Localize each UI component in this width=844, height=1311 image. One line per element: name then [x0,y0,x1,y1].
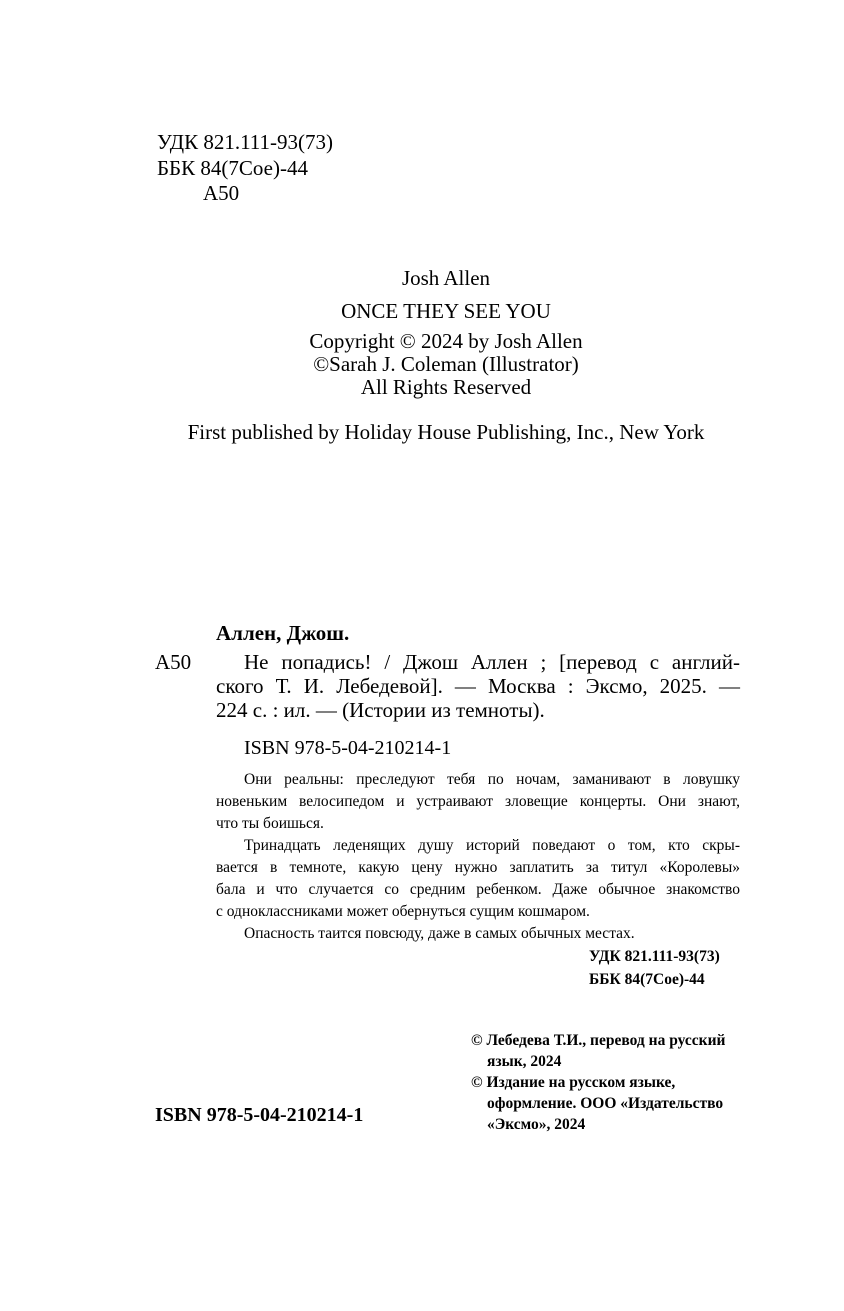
annotation-line: с одноклассниками может обернуться сущим кошмаром. [216,903,590,920]
copyright-line: Copyright © 2024 by Josh Allen [309,329,583,353]
catalog-description-line: ского Т. И. Лебедевой]. — Москва : Эксмо, 2025. — [216,674,740,698]
annotation-line: бала и что случается со средним ребенком. Даже обычное знакомство [216,881,740,898]
catalog-isbn: ISBN 978-5-04-210214-1 [244,737,452,759]
copyright-translation-line: язык, 2024 [487,1053,562,1070]
original-author: Josh Allen [401,266,491,290]
catalog-heading: Аллен, Джош. [216,621,350,645]
annotation-line: Опасность таится повсюду, даже в самых обычных местах. [244,925,635,942]
bbk-code-top: ББК 84(7Сое)-44 [157,156,308,180]
first-published-line: First published by Holiday House Publishing, Inc., New York [187,420,705,444]
author-mark-top: А50 [203,181,240,205]
copyright-edition-line: «Эксмо», 2024 [487,1116,586,1133]
bottom-isbn: ISBN 978-5-04-210214-1 [155,1104,364,1126]
copyright-edition-line: © Издание на русском языке, [471,1074,676,1091]
catalog-description-line: 224 с. : ил. — (Истории из темноты). [216,698,545,722]
catalog-description-line: Не попадись! / Джош Аллен ; [перевод с англий- [244,650,740,674]
illustrator-line: ©Sarah J. Coleman (Illustrator) [313,352,579,376]
udk-code-top: УДК 821.111-93(73) [157,130,333,154]
original-title: ONCE THEY SEE YOU [341,299,551,323]
annotation-line: вается в темноте, какую цену нужно заплатить за титул «Королевы» [216,859,740,876]
annotation-line: новеньким велосипедом и устраивают зловещие концерты. Они знают, [216,793,740,810]
catalog-mark: А50 [155,650,192,674]
bbk-code-card: ББК 84(7Сое)-44 [589,971,705,988]
rights-line: All Rights Reserved [360,375,532,399]
copyright-edition-line: оформление. ООО «Издательство [487,1095,724,1112]
copyright-translation-line: © Лебедева Т.И., перевод на русский [471,1032,726,1049]
udk-code-card: УДК 821.111-93(73) [589,948,720,965]
annotation-line: Они реальны: преследуют тебя по ночам, заманивают в ловушку [244,771,740,788]
annotation-line: что ты боишься. [216,815,324,832]
annotation-line: Тринадцать леденящих душу историй поведают о том, кто скры- [244,837,740,854]
